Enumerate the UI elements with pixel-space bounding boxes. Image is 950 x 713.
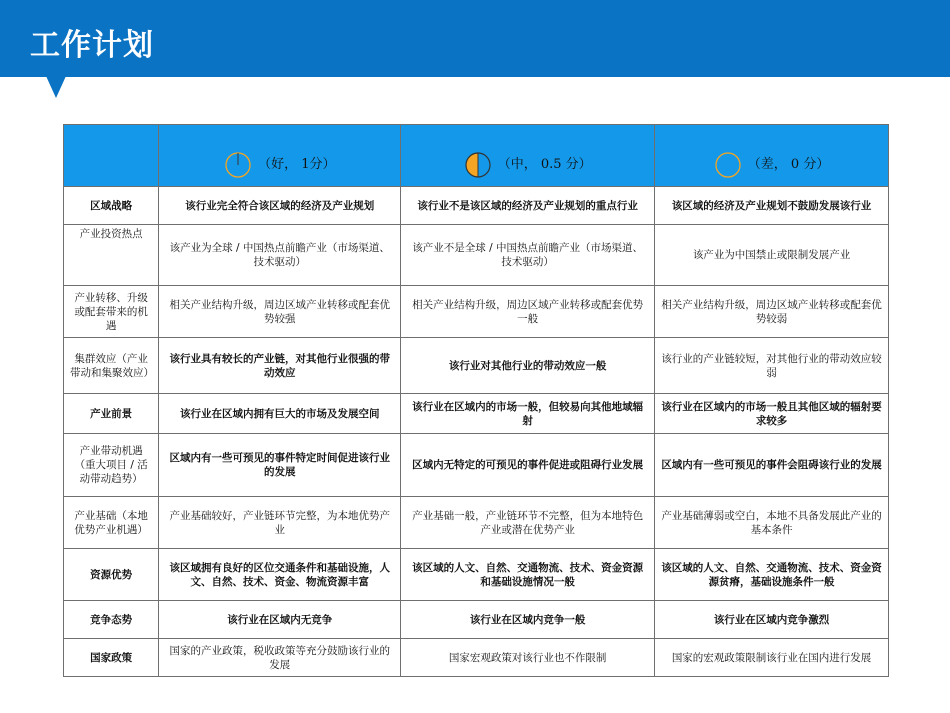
table-header-row	[64, 125, 889, 187]
cell-poor: 国家的宏观政策限制该行业在国内进行发展	[655, 639, 889, 677]
cell-good: 该产业为全球 / 中国热点前瞻产业（市场渠道、技术驱动）	[159, 225, 401, 286]
row-label: 产业基础（本地优势产业机遇）	[64, 497, 159, 549]
table-row	[64, 286, 889, 338]
table-row	[64, 187, 889, 225]
row-label: 区域战略	[64, 187, 159, 225]
cell-good: 相关产业结构升级，周边区域产业转移或配套优势较强	[159, 286, 401, 338]
cell-good: 该行业在区域内拥有巨大的市场及发展空间	[159, 394, 401, 434]
cell-good: 该区域拥有良好的区位交通条件和基础设施，人文、自然、技术、资金、物流资源丰富	[159, 549, 401, 601]
table-row	[64, 394, 889, 434]
cell-good: 该行业具有较长的产业链，对其他行业很强的带动效应	[159, 338, 401, 394]
cell-poor: 该行业在区域内竞争激烈	[655, 601, 889, 639]
cell-medium: 该行业在区域内竞争一般	[401, 601, 655, 639]
row-label: 集群效应（产业带动和集聚效应）	[64, 338, 159, 394]
header-pointer-decoration	[46, 76, 66, 98]
cell-poor: 该行业在区域内的市场一般且其他区域的辐射要求较多	[655, 394, 889, 434]
cell-good: 区域内有一些可预见的事件特定时间促进该行业的发展	[159, 434, 401, 497]
score-good-label: （好， 1分）	[258, 156, 336, 172]
row-label: 产业投资热点	[64, 225, 159, 286]
cell-good: 该行业在区域内无竞争	[159, 601, 401, 639]
cell-poor: 该产业为中国禁止或限制发展产业	[655, 225, 889, 286]
cell-medium: 该产业不是全球 / 中国热点前瞻产业（市场渠道、技术驱动）	[401, 225, 655, 286]
cell-good: 国家的产业政策，税收政策等充分鼓励该行业的发展	[159, 639, 401, 677]
header-score-good	[159, 125, 401, 187]
header-corner-cell	[64, 125, 159, 187]
cell-medium: 该行业在区域内的市场一般，但较易向其他地域辐射	[401, 394, 655, 434]
table-row	[64, 225, 889, 286]
cell-medium: 该行业对其他行业的带动效应一般	[401, 338, 655, 394]
cell-medium: 国家宏观政策对该行业也不作限制	[401, 639, 655, 677]
score-medium-label: （中， 0.5 分）	[497, 156, 592, 172]
evaluation-table	[63, 124, 889, 677]
cell-medium: 产业基础一般，产业链环节不完整，但为本地特色产业或潜在优势产业	[401, 497, 655, 549]
score-poor-label: （差， 0 分）	[747, 156, 830, 172]
cell-medium: 相关产业结构升级，周边区域产业转移或配套优势一般	[401, 286, 655, 338]
cell-poor: 区域内有一些可预见的事件会阻碍该行业的发展	[655, 434, 889, 497]
row-label: 产业转移、升级或配套带来的机遇	[64, 286, 159, 338]
empty-circle-with-tick-icon	[224, 151, 252, 179]
cell-poor: 该区域的人文、自然、交通物流、技术、资金资源贫瘠，基础设施条件一般	[655, 549, 889, 601]
cell-good: 产业基础较好，产业链环节完整，为本地优势产业	[159, 497, 401, 549]
cell-medium: 区域内无特定的可预见的事件促进或阻碍行业发展	[401, 434, 655, 497]
row-label: 产业前景	[64, 394, 159, 434]
row-label: 竞争态势	[64, 601, 159, 639]
cell-poor: 产业基础薄弱或空白，本地不具备发展此产业的基本条件	[655, 497, 889, 549]
table-row	[64, 338, 889, 394]
row-label: 产业带动机遇（重大项目 / 活动带动趋势）	[64, 434, 159, 497]
header-score-medium	[401, 125, 655, 187]
table-row	[64, 601, 889, 639]
row-label: 资源优势	[64, 549, 159, 601]
row-label: 国家政策	[64, 639, 159, 677]
table-row	[64, 434, 889, 497]
cell-poor: 相关产业结构升级，周边区域产业转移或配套优势较弱	[655, 286, 889, 338]
header-score-poor	[655, 125, 889, 187]
page-title: 工作计划	[30, 28, 154, 63]
table-row	[64, 549, 889, 601]
half-filled-circle-icon	[464, 151, 492, 179]
table-row	[64, 639, 889, 677]
cell-poor: 该行业的产业链较短，对其他行业的带动效应较弱	[655, 338, 889, 394]
empty-circle-icon	[714, 151, 742, 179]
cell-medium: 该区域的人文、自然、交通物流、技术、资金资源和基础设施情况一般	[401, 549, 655, 601]
table-row	[64, 497, 889, 549]
cell-medium: 该行业不是该区域的经济及产业规划的重点行业	[401, 187, 655, 225]
cell-poor: 该区域的经济及产业规划不鼓励发展该行业	[655, 187, 889, 225]
cell-good: 该行业完全符合该区域的经济及产业规划	[159, 187, 401, 225]
